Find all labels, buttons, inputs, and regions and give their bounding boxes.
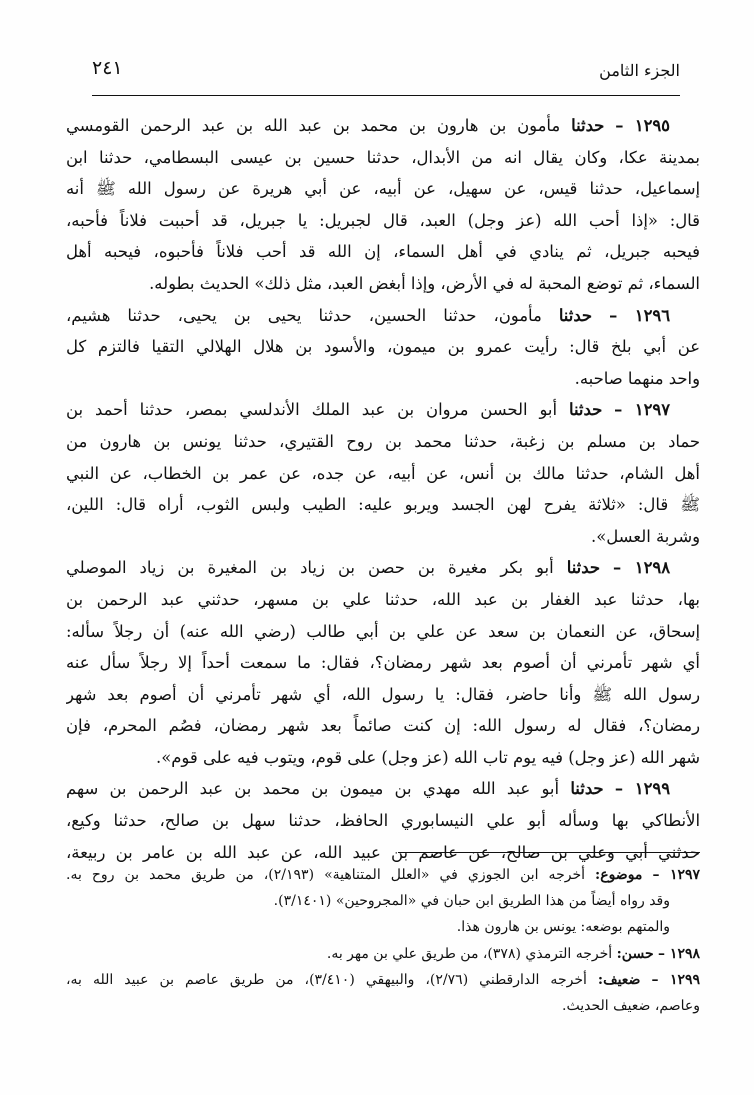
text-line: حدثني أبي وعلي بن صالح، عن عاصم بن عبيد الله، عن عبد الله بن عامر بن ربيعة،: [66, 842, 700, 862]
hadith-number: ١٢٩٧ –: [614, 400, 670, 420]
hadith-opening: حدثنا: [566, 558, 600, 578]
footnote-line: [66, 862, 700, 888]
footnote-number: ١٢٩٧ –: [652, 867, 700, 883]
hadith-number: ١٢٩٦ –: [609, 305, 670, 325]
main-text: [66, 110, 700, 868]
footnote-line: والمتهم بوضعه: يونس بن هارون هذا.: [456, 919, 670, 936]
text-line: وشربة العسل».: [591, 526, 700, 546]
footnote-grade: ضعيف:: [597, 971, 641, 988]
page-number: ٢٤١: [92, 57, 123, 79]
text-line: إسماعيل، حدثنا قيس، عن سهيل، عن أبيه، عن أبي هريرة عن رسول الله ﷺ أنه: [66, 179, 700, 199]
hadith-1297: [66, 394, 700, 552]
text-line: رسول الله ﷺ وأنا حاضر، فقال: يا رسول الله، أي شهر تأمرني أن أصوم بعد شهر: [66, 684, 700, 704]
text-line: واحد منهما صاحبه.: [574, 368, 700, 388]
footnote-line: [66, 941, 700, 967]
footnote-line: وقد رواه أيضاً من هذا الطريق ابن حبان في «المجروحين» (٣/١٤٠١).: [273, 893, 670, 910]
text-line: بمدينة عكا، وكان يقال انه من الأبدال، حدثنا حسين بن عيسى البسطامي، حدثنا ابن: [66, 147, 700, 167]
footnotes: [66, 862, 700, 1019]
text-line: رمضان؟، فقال له رسول الله: إن كنت صائماً بعد شهر رمضان، فصُم المحرم، فإن: [66, 716, 700, 736]
text-line: عن أبي بلخ قال: رأيت عمرو بن ميمون، والأسود بن هلال الهلالي التقيا فالتزم كل: [66, 337, 700, 357]
footnote-grade: حسن:: [616, 945, 654, 962]
footnote-separator: [398, 852, 700, 853]
text-line: أهل الشام، حدثنا مالك بن أنس، عن أبيه، عن جده، عن عمر بن الخطاب، عن النبي: [66, 463, 700, 483]
line-text: أبو بكر مغيرة بن حصن بن زياد بن المغيرة بن زياد الموصلي: [66, 558, 554, 578]
running-title: الجزء الثامن: [599, 61, 680, 80]
line-text: أبو الحسن مروان بن عبد الملك الأندلسي بمصر، حدثنا أحمد بن: [66, 400, 558, 420]
text-line: إسحاق، عن النعمان بن سعد عن علي بن أبي طالب (رضي الله عنه) أن رجلاً سأله:: [66, 621, 700, 641]
footnote-1299: [66, 967, 700, 1019]
text-line: الأنطاكي بها وسأله أبو علي النيسابوري الحافظ، حدثنا سهل بن صالح، حدثنا وكيع،: [66, 811, 700, 831]
hadith-number: ١٢٩٩ –: [614, 779, 670, 799]
text-line: السماء، ثم توضع المحبة له في الأرض، وإذا أبغض العبد، مثل ذلك» الحديث بطوله.: [149, 273, 700, 293]
footnote-grade: موضوع:: [595, 867, 643, 883]
line-text: أخرجه ابن الجوزي في «العلل المتناهية» (٢/١٩٣)، من طريق محمد بن روح به.: [66, 867, 585, 883]
footnote-line: [66, 967, 700, 993]
hadith-1299: [66, 773, 700, 868]
line-text: مأمون، حدثنا الحسين، حدثنا يحيى بن يحيى، حدثنا هشيم،: [66, 305, 542, 325]
hadith-opening: حدثنا: [568, 400, 603, 420]
line-text: أبو عبد الله مهدي بن ميمون بن محمد بن عبد الرحمن بن سهم: [66, 779, 560, 799]
footnote-number: ١٢٩٨ –: [658, 945, 700, 962]
hadith-opening: حدثنا: [571, 116, 605, 135]
text-line: بها، حدثنا عبد الغفار بن عبد الله، حدثنا علي بن مسهر، حدثني عبد الرحمن بن: [66, 589, 700, 609]
footnote-1298: [66, 941, 700, 967]
text-line: [66, 394, 700, 426]
line-text: مأمون بن هارون بن محمد بن عبد الله بن عبد الرحمن القومسي: [66, 116, 561, 135]
hadith-opening: حدثنا: [570, 779, 604, 799]
text-line: شهر الله (عز وجل) فيه يوم تاب الله (عز وجل) على قوم، ويتوب فيه على قوم».: [156, 747, 700, 767]
page-header: [92, 55, 680, 96]
text-line: [66, 300, 700, 332]
hadith-number: ١٢٩٨ –: [613, 558, 670, 578]
text-line: حماد بن مسلم بن زغبة، حدثنا محمد بن روح القتيري، حدثنا يونس بن هارون من: [66, 431, 700, 451]
line-text: أخرجه الدارقطني (٢/٧٦)، والبيهقي (٣/٤١٠)، من طريق عاصم بن عبيد الله به،: [66, 971, 587, 988]
footnote-number: ١٢٩٩ –: [651, 971, 700, 988]
text-line: [66, 552, 700, 584]
hadith-opening: حدثنا: [558, 305, 593, 325]
text-line: أي شهر تأمرني أن أصوم بعد شهر رمضان؟، فقال: ما سمعت أحداً إلا رجلاً سأل عنه: [66, 653, 700, 673]
text-line: [66, 773, 700, 805]
footnote-1297: [66, 862, 700, 941]
hadith-1295: [66, 110, 700, 300]
hadith-1296: [66, 300, 700, 395]
hadith-1298: [66, 552, 700, 773]
text-line: [66, 110, 700, 142]
hadith-number: ١٢٩٥ –: [615, 116, 670, 135]
text-line: قال: «إذا أحب الله (عز وجل) العبد، قال لجبريل: يا جبريل، قد أحببت فلاناً فأحبه،: [66, 210, 700, 230]
text-line: فيحبه جبريل، ثم ينادي في أهل السماء، إن الله قد أحب فلاناً فأحبوه، فيحبه أهل: [66, 242, 700, 262]
footnote-line: وعاصم، ضعيف الحديث.: [562, 997, 700, 1014]
line-text: أخرجه الترمذي (٣٧٨)، من طريق علي بن مهر به.: [326, 945, 613, 962]
text-line: ﷺ قال: «ثلاثة يفرح لهن الجسد ويربو عليه: الطيب ولبس الثوب، أراه قال: اللين،: [66, 495, 700, 515]
